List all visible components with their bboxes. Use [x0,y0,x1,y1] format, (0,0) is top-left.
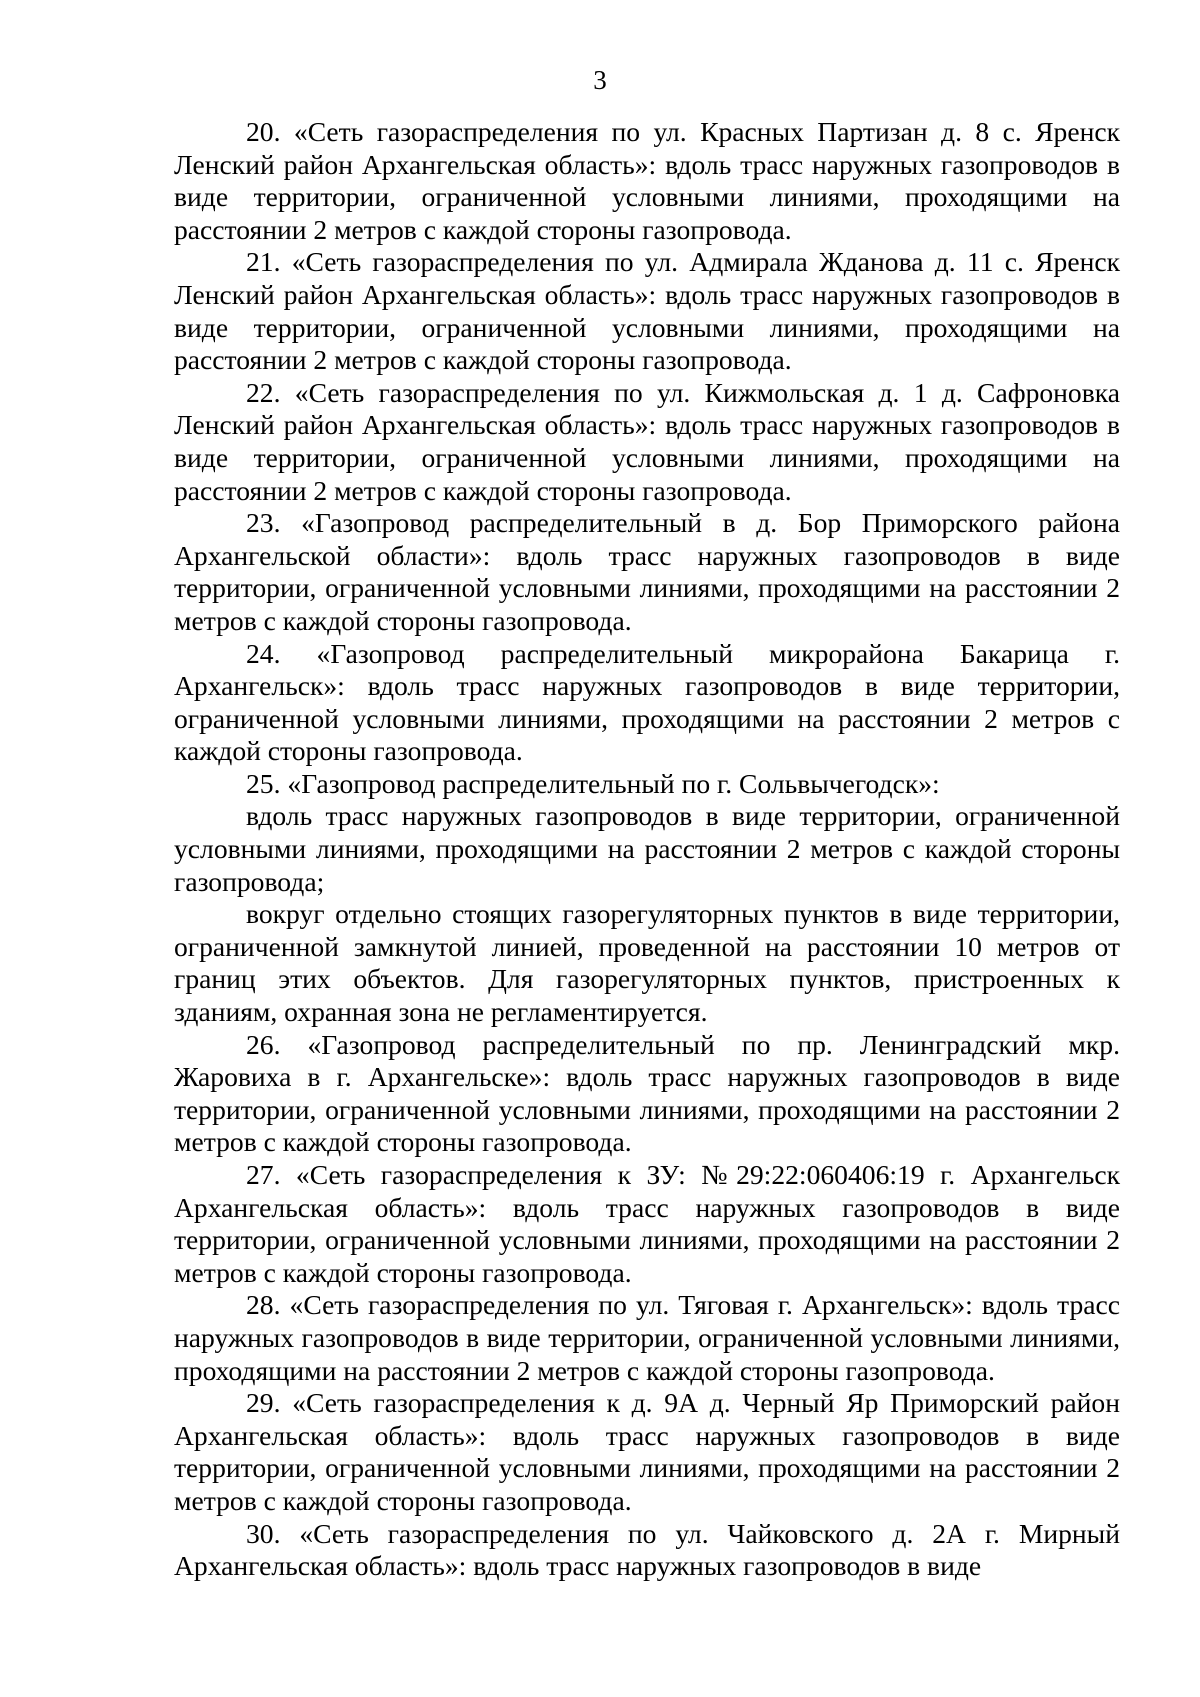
page-number: 3 [593,65,607,95]
paragraph-item-27: 27. «Сеть газораспределения к ЗУ: №29:22:060406:19 г. Архангельск Архангельская область»: вдоль трасс наружных газопроводов в виде территории, ограниченной условными линиями, проходящими на расстоянии 2 метров с каждой стороны газопровода. [174,1159,1120,1288]
paragraph-item-25-heading: 25. «Газопровод распределительный по г. Сольвычегодск»: [246,767,940,799]
paragraph-item-22: 22. «Сеть газораспределения по ул. Кижмольская д. 1 д. Сафроновка Ленский район Архангельская область»: вдоль трасс наружных газопроводов в виде территории, ограниченной условными линиями, проходящими на расстоянии 2 метров с каждой стороны газопровода. [174,376,1120,506]
document-body [174,116,1120,1583]
paragraph-item-26: 26. «Газопровод распределительный по пр. Ленинградский мкр. Жаровиха в г. Архангельске»: вдоль трасс наружных газопроводов в виде территории, ограниченной условными линиями, проходящими на расстоянии 2 метров с каждой стороны газопровода. [174,1028,1120,1158]
paragraph-item-25-pipelines: вдоль трасс наружных газопроводов в виде территории, ограниченной условными линиями, проходящими на расстоянии 2 метров с каждой стороны газопровода; [174,800,1120,897]
paragraph-item-25-regulator-points: вокруг отдельно стоящих газорегуляторных пунктов в виде территории, ограниченной замкнутой линией, проведенной на расстоянии 10 метров от границ этих объектов. Для газорегуляторных пунктов, пристроенных к зданиям, охранная зона не регламентируется. [174,898,1120,1028]
paragraph-item-20: 20. «Сеть газораспределения по ул. Красных Партизан д. 8 с. Яренск Ленский район Архангельская область»: вдоль трасс наружных газопроводов в виде территории, ограниченной условными линиями, проходящими на расстоянии 2 метров с каждой стороны газопровода. [174,116,1120,245]
paragraph-item-24: 24. «Газопровод распределительный микрорайона Бакарица г. Архангельск»: вдоль трасс наружных газопроводов в виде территории, ограниченной условными линиями, проходящими на расстоянии 2 метров с каждой стороны газопровода. [174,637,1120,767]
paragraph-item-23: 23. «Газопровод распределительный в д. Бор Приморского района Архангельской области»: вдоль трасс наружных газопроводов в виде территории, ограниченной условными линиями, проходящими на расстоянии 2 метров с каждой стороны газопровода. [174,507,1120,636]
paragraph-item-30: 30. «Сеть газораспределения по ул. Чайковского д. 2А г. Мирный Архангельская область»: вдоль трасс наружных газопроводов в виде [174,1517,1120,1582]
paragraph-item-28: 28. «Сеть газораспределения по ул. Тяговая г. Архангельск»: вдоль трасс наружных газопроводов в виде территории, ограниченной условными линиями, проходящими на расстоянии 2 метров с каждой стороны газопровода. [174,1289,1120,1386]
paragraph-item-21: 21. «Сеть газораспределения по ул. Адмирала Жданова д. 11 с. Яренск Ленский район Архангельская область»: вдоль трасс наружных газопроводов в виде территории, ограниченной условными линиями, проходящими на расстоянии 2 метров с каждой стороны газопровода. [174,246,1120,376]
paragraph-item-29: 29. «Сеть газораспределения к д. 9А д. Черный Яр Приморский район Архангельская область»: вдоль трасс наружных газопроводов в виде территории, ограниченной условными линиями, проходящими на расстоянии 2 метров с каждой стороны газопровода. [174,1387,1120,1516]
